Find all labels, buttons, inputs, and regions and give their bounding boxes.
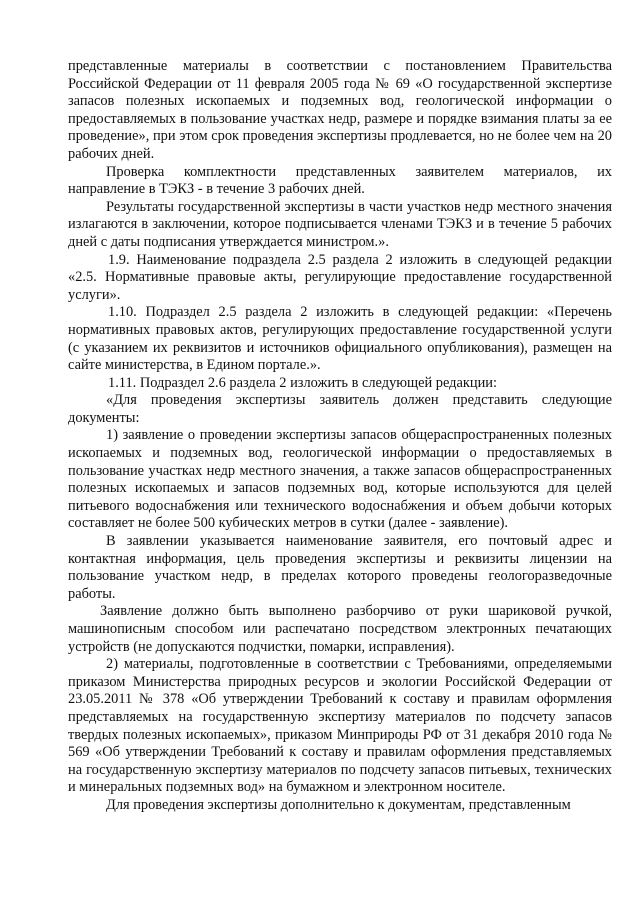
paragraph-documents-intro: «Для проведения экспертизы заявитель должен представить следующие документы: — [68, 392, 612, 426]
paragraph-item-1-11: 1.11. Подраздел 2.6 раздела 2 изложить в следующей редакции: — [108, 374, 497, 391]
paragraph-application-contents: В заявлении указывается наименование заявителя, его почтовый адрес и контактная информация, цель проведения экспертизы и реквизиты лицензии на пользование участком недр, в пределах которого проведены геологоразведочные работы. — [68, 533, 612, 602]
paragraph-document-2-materials: 2) материалы, подготовленные в соответствии с Требованиями, определяемыми приказом Министерства природных ресурсов и экологии Российской Федерации от 23.05.2011 № 378 «Об утверждении Требований к составу и правилам оформления представляемых на государственную экспертизу материалов по подсчету запасов твердых полезных ископаемых», приказом Минприроды РФ от 31 декабря 2010 года № 569 «Об утверждении Требований к составу и правилам оформления представляемых на государственную экспертизу материалов по подсчету запасов питьевых, технических и минеральных подземных вод» на бумажном и электронном носителе. — [68, 656, 612, 796]
paragraph-document-1-application: 1) заявление о проведении экспертизы запасов общераспространенных полезных ископаемых и подземных вод, геологической информации о предоставляемых в пользование участках недр местного значения, а также запасов общераспространенных полезных ископаемых и запасов подземных вод, которые используются для целей питьевого водоснабжения или технического водоснабжения и объем добычи которых составляет не более 500 кубических метров в сутки (далее - заявление). — [68, 427, 612, 532]
paragraph-item-1-10: 1.10. Подраздел 2.5 раздела 2 изложить в следующей редакции: «Перечень нормативных правовых актов, регулирующих предоставление государственной услуги (с указанием их реквизитов и источников официального опубликования), размещен на сайте министерства, в Едином портале.». — [68, 304, 612, 374]
paragraph-item-1-9: 1.9. Наименование подраздела 2.5 раздела 2 изложить в следующей редакции «2.5. Нормативные правовые акты, регулирующие предоставление государственной услуги». — [68, 251, 612, 303]
paragraph-expertise-materials: представленные материалы в соответствии с постановлением Правительства Российской Федерации от 11 февраля 2005 года № 69 «О государственной экспертизе запасов полезных ископаемых и подземных вод, геологической информации о предоставляемых в пользование участках недр, размере и порядке взимания платы за ее проведение», при этом срок проведения экспертизы продлевается, но не более чем на 20 рабочих дней. — [68, 58, 612, 162]
paragraph-additional-documents: Для проведения экспертизы дополнительно к документам, представленным — [106, 796, 571, 813]
paragraph-expertise-results: Результаты государственной экспертизы в части участков недр местного значения излагаются в заключении, которое подписывается членами ТЭКЗ и в течение 5 рабочих дней с даты подписания утверждается министром.». — [68, 198, 612, 250]
paragraph-completeness-check: Проверка комплектности представленных заявителем материалов, их направление в ТЭКЗ - в течение 3 рабочих дней. — [68, 163, 612, 198]
paragraph-application-format: Заявление должно быть выполнено разборчиво от руки шариковой ручкой, машинописным способом или распечатано посредством электронных печатающих устройств (не допускаются подчистки, помарки, исправления). — [68, 603, 612, 655]
